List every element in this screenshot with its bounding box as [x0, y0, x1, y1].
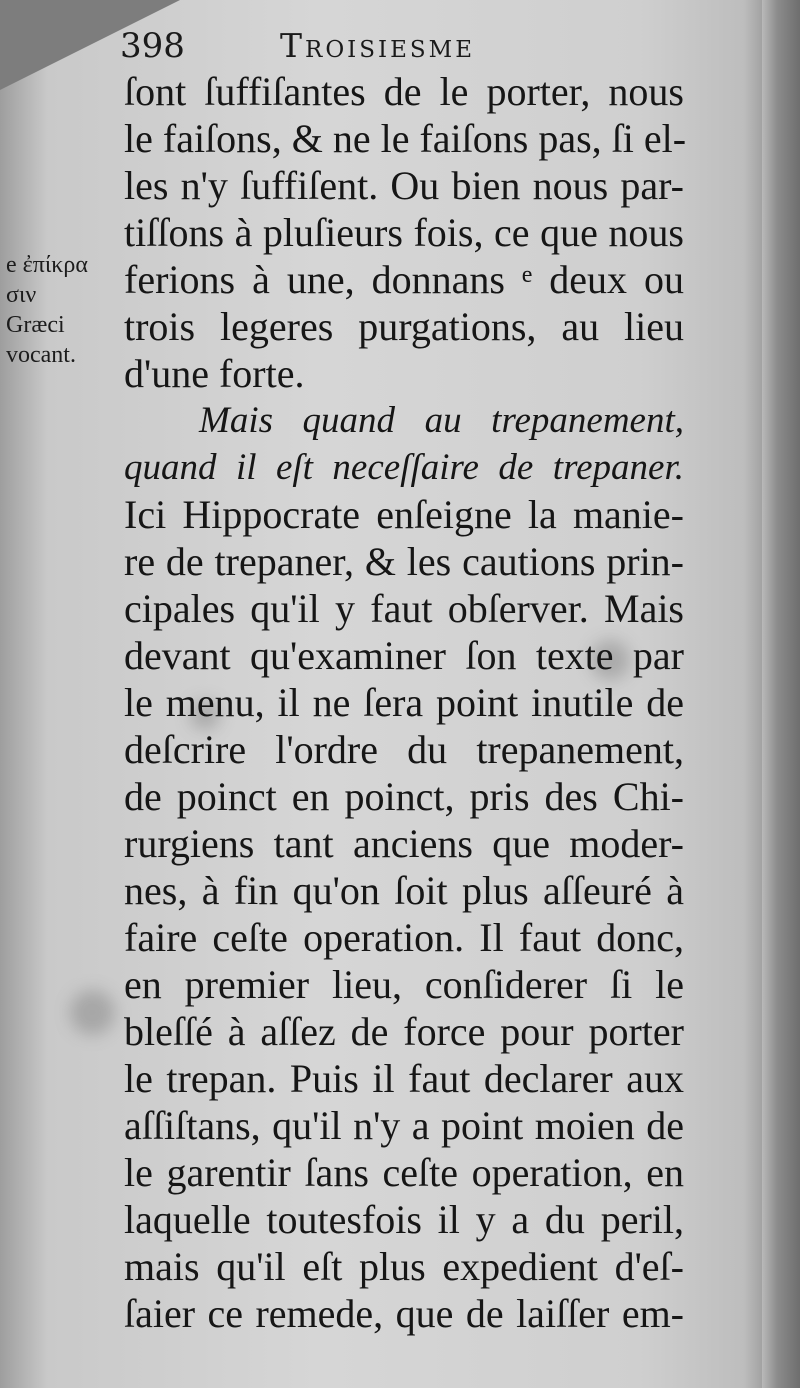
- page-edge-shadow: [762, 0, 800, 1388]
- ink-stain: [70, 990, 115, 1035]
- margin-note-line: σιν: [6, 282, 37, 308]
- text-line: les n'y ſuffiſent. Ou bien nous par-: [124, 163, 684, 208]
- text-line: Ici Hippocrate enſeigne la manie-: [124, 492, 684, 537]
- text-line: de poinct en poinct, pris des Chi-: [124, 774, 684, 819]
- body-text: [124, 68, 687, 1337]
- text-line: bleſſé à aſſez de force pour porter: [124, 1009, 684, 1054]
- text-line: aſſiſtans, qu'il n'y a point moien de: [124, 1103, 684, 1148]
- text-line: trois legeres purgations, au lieu: [124, 304, 684, 349]
- text-line: le menu, il ne ſera point inutile de: [124, 680, 684, 725]
- margin-note-line: vocant.: [6, 342, 76, 368]
- text-line: devant qu'examiner ſon texte par: [124, 633, 684, 678]
- text-line: tiſſons à pluſieurs fois, ce que nous: [124, 210, 684, 255]
- text-line: ſont ſuffiſantes de le porter, nous: [124, 69, 684, 114]
- text-line: le trepan. Puis il faut declarer aux: [124, 1056, 684, 1101]
- margin-note: [6, 250, 118, 370]
- page-number: 398: [120, 26, 185, 66]
- text-line: le faiſons, & ne le faiſons pas, ſi el-: [124, 116, 687, 161]
- text-line: mais qu'il eſt plus expedient d'eſ-: [124, 1244, 684, 1289]
- text-line: en premier lieu, conſiderer ſi le: [124, 962, 684, 1007]
- text-line: deſcrire l'ordre du trepanement,: [124, 727, 684, 772]
- italic-heading-line: quand il eſt neceſſaire de trepaner.: [124, 447, 684, 488]
- text-line: rurgiens tant anciens que moder-: [124, 821, 684, 866]
- text-line: cipales qu'il y faut obſerver. Mais: [124, 586, 684, 631]
- margin-note-line: e ἐπίκρα: [6, 252, 88, 278]
- text-line: faire ceſte operation. Il faut donc,: [124, 915, 684, 960]
- page-header: [120, 22, 680, 72]
- text-line: le garentir ſans ceſte operation, en: [124, 1150, 684, 1195]
- running-title: Troisiesme: [280, 26, 475, 65]
- margin-note-line: Græci: [6, 312, 65, 338]
- text-line: d'une forte.: [124, 351, 305, 396]
- text-line: ferions à une, donnans ᵉ deux ou: [124, 257, 684, 302]
- text-line: laquelle toutesfois il y a du peril,: [124, 1197, 684, 1242]
- text-line: nes, à fin qu'on ſoit plus aſſeuré à: [124, 868, 684, 913]
- text-line: re de trepaner, & les cautions prin-: [124, 539, 684, 584]
- italic-heading-line: Mais quand au trepanement,: [199, 400, 684, 441]
- text-line: ſaier ce remede, que de laiſſer em-: [124, 1291, 684, 1336]
